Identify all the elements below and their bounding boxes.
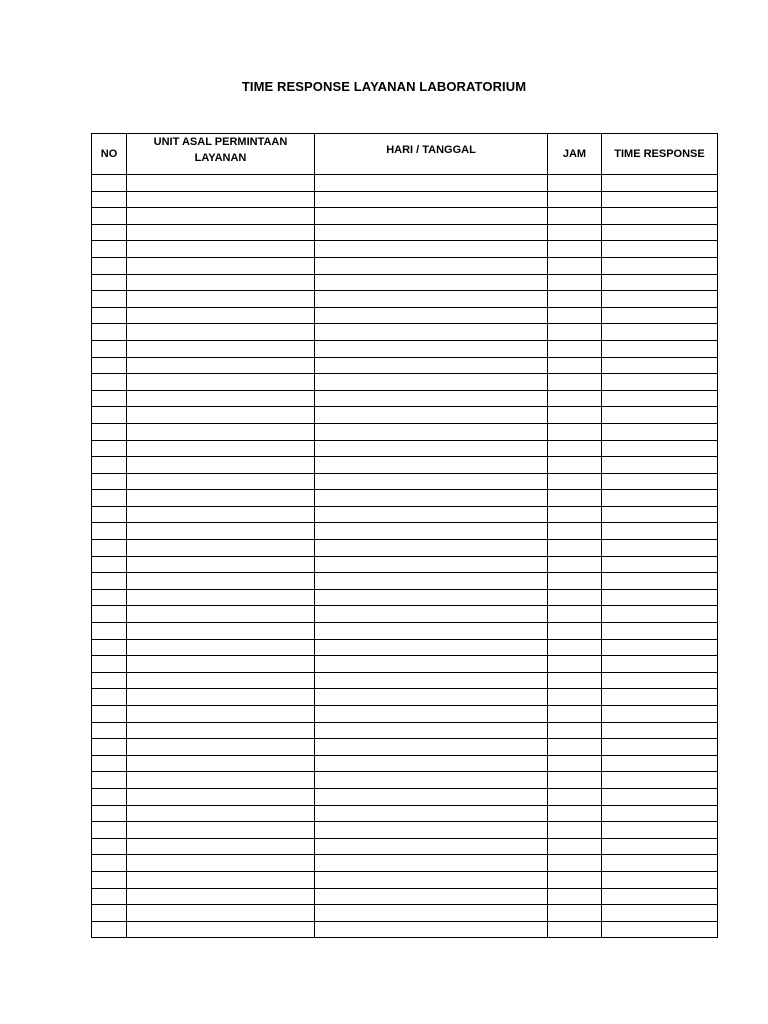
cell-no (92, 656, 127, 673)
cell-unit-asal (127, 905, 315, 922)
cell-no (92, 822, 127, 839)
table-row (92, 623, 718, 640)
time-response-table (91, 133, 718, 938)
cell-jam (548, 921, 602, 938)
table-row (92, 540, 718, 557)
cell-no (92, 772, 127, 789)
cell-no (92, 440, 127, 457)
cell-unit-asal (127, 175, 315, 192)
table-row (92, 440, 718, 457)
table-row (92, 208, 718, 225)
table-header-row (92, 134, 718, 175)
cell-no (92, 589, 127, 606)
cell-hari-tanggal (315, 374, 548, 391)
cell-hari-tanggal (315, 656, 548, 673)
cell-jam (548, 324, 602, 341)
cell-jam (548, 689, 602, 706)
cell-no (92, 905, 127, 922)
cell-no (92, 739, 127, 756)
cell-no (92, 473, 127, 490)
cell-time-response (602, 672, 718, 689)
cell-jam (548, 656, 602, 673)
cell-jam (548, 490, 602, 507)
table-row (92, 291, 718, 308)
cell-hari-tanggal (315, 175, 548, 192)
cell-no (92, 689, 127, 706)
cell-no (92, 291, 127, 308)
cell-hari-tanggal (315, 606, 548, 623)
cell-jam (548, 788, 602, 805)
cell-unit-asal (127, 390, 315, 407)
cell-hari-tanggal (315, 755, 548, 772)
cell-hari-tanggal (315, 772, 548, 789)
table-row (92, 855, 718, 872)
cell-hari-tanggal (315, 639, 548, 656)
table-row (92, 888, 718, 905)
cell-unit-asal (127, 340, 315, 357)
cell-jam (548, 208, 602, 225)
cell-no (92, 838, 127, 855)
cell-unit-asal (127, 523, 315, 540)
cell-hari-tanggal (315, 257, 548, 274)
table-row (92, 490, 718, 507)
table-row (92, 556, 718, 573)
cell-jam (548, 473, 602, 490)
cell-time-response (602, 324, 718, 341)
header-unit-asal (127, 134, 315, 175)
cell-hari-tanggal (315, 706, 548, 723)
cell-unit-asal (127, 739, 315, 756)
cell-no (92, 888, 127, 905)
cell-jam (548, 241, 602, 258)
cell-hari-tanggal (315, 855, 548, 872)
table-row (92, 822, 718, 839)
cell-jam (548, 623, 602, 640)
cell-hari-tanggal (315, 739, 548, 756)
cell-jam (548, 855, 602, 872)
cell-hari-tanggal (315, 440, 548, 457)
cell-time-response (602, 457, 718, 474)
cell-no (92, 274, 127, 291)
cell-hari-tanggal (315, 208, 548, 225)
cell-jam (548, 457, 602, 474)
cell-jam (548, 390, 602, 407)
cell-no (92, 191, 127, 208)
cell-unit-asal (127, 224, 315, 241)
cell-time-response (602, 573, 718, 590)
cell-jam (548, 556, 602, 573)
cell-jam (548, 739, 602, 756)
cell-unit-asal (127, 257, 315, 274)
table-body (92, 175, 718, 938)
cell-unit-asal (127, 755, 315, 772)
cell-unit-asal (127, 556, 315, 573)
cell-unit-asal (127, 440, 315, 457)
cell-time-response (602, 822, 718, 839)
cell-unit-asal (127, 407, 315, 424)
cell-jam (548, 573, 602, 590)
cell-time-response (602, 307, 718, 324)
cell-time-response (602, 639, 718, 656)
cell-no (92, 623, 127, 640)
cell-hari-tanggal (315, 722, 548, 739)
cell-jam (548, 822, 602, 839)
cell-unit-asal (127, 191, 315, 208)
table-row (92, 390, 718, 407)
cell-time-response (602, 191, 718, 208)
table-row (92, 838, 718, 855)
cell-no (92, 257, 127, 274)
header-unit-line1: UNIT ASAL PERMINTAAN (153, 136, 288, 148)
table-row (92, 706, 718, 723)
cell-time-response (602, 838, 718, 855)
cell-jam (548, 672, 602, 689)
cell-hari-tanggal (315, 689, 548, 706)
cell-time-response (602, 490, 718, 507)
cell-time-response (602, 224, 718, 241)
cell-time-response (602, 589, 718, 606)
cell-time-response (602, 772, 718, 789)
cell-no (92, 672, 127, 689)
cell-time-response (602, 905, 718, 922)
cell-hari-tanggal (315, 540, 548, 557)
cell-jam (548, 291, 602, 308)
cell-hari-tanggal (315, 788, 548, 805)
cell-hari-tanggal (315, 838, 548, 855)
table-row (92, 772, 718, 789)
cell-no (92, 706, 127, 723)
cell-hari-tanggal (315, 473, 548, 490)
cell-unit-asal (127, 722, 315, 739)
cell-jam (548, 805, 602, 822)
table-row (92, 407, 718, 424)
cell-jam (548, 506, 602, 523)
cell-no (92, 523, 127, 540)
cell-time-response (602, 540, 718, 557)
cell-time-response (602, 423, 718, 440)
cell-hari-tanggal (315, 623, 548, 640)
cell-hari-tanggal (315, 423, 548, 440)
cell-jam (548, 540, 602, 557)
cell-unit-asal (127, 589, 315, 606)
cell-time-response (602, 506, 718, 523)
cell-time-response (602, 623, 718, 640)
document-title: TIME RESPONSE LAYANAN LABORATORIUM (241, 79, 527, 94)
cell-hari-tanggal (315, 805, 548, 822)
cell-unit-asal (127, 606, 315, 623)
cell-time-response (602, 241, 718, 258)
cell-hari-tanggal (315, 556, 548, 573)
table-row (92, 656, 718, 673)
cell-unit-asal (127, 855, 315, 872)
cell-unit-asal (127, 457, 315, 474)
cell-no (92, 506, 127, 523)
cell-unit-asal (127, 307, 315, 324)
cell-time-response (602, 556, 718, 573)
cell-unit-asal (127, 540, 315, 557)
cell-unit-asal (127, 656, 315, 673)
cell-unit-asal (127, 623, 315, 640)
cell-time-response (602, 340, 718, 357)
cell-no (92, 606, 127, 623)
cell-jam (548, 257, 602, 274)
table-row (92, 606, 718, 623)
cell-hari-tanggal (315, 324, 548, 341)
cell-time-response (602, 257, 718, 274)
cell-no (92, 423, 127, 440)
cell-time-response (602, 390, 718, 407)
cell-no (92, 407, 127, 424)
cell-no (92, 457, 127, 474)
table-row (92, 805, 718, 822)
table-row (92, 672, 718, 689)
cell-no (92, 490, 127, 507)
cell-jam (548, 440, 602, 457)
cell-no (92, 755, 127, 772)
cell-no (92, 805, 127, 822)
cell-no (92, 340, 127, 357)
cell-jam (548, 340, 602, 357)
cell-no (92, 788, 127, 805)
cell-no (92, 556, 127, 573)
cell-jam (548, 755, 602, 772)
cell-jam (548, 589, 602, 606)
cell-jam (548, 523, 602, 540)
table-row (92, 788, 718, 805)
cell-hari-tanggal (315, 905, 548, 922)
cell-hari-tanggal (315, 291, 548, 308)
table-row (92, 374, 718, 391)
cell-time-response (602, 606, 718, 623)
cell-time-response (602, 706, 718, 723)
header-unit-line2: LAYANAN (194, 152, 247, 164)
table-row (92, 921, 718, 938)
cell-jam (548, 274, 602, 291)
cell-no (92, 374, 127, 391)
cell-no (92, 540, 127, 557)
cell-jam (548, 871, 602, 888)
cell-time-response (602, 440, 718, 457)
header-jam: JAM (548, 134, 602, 175)
table-row (92, 274, 718, 291)
cell-jam (548, 374, 602, 391)
cell-unit-asal (127, 639, 315, 656)
table-row (92, 175, 718, 192)
cell-hari-tanggal (315, 506, 548, 523)
cell-hari-tanggal (315, 407, 548, 424)
table-row (92, 423, 718, 440)
cell-hari-tanggal (315, 457, 548, 474)
cell-unit-asal (127, 672, 315, 689)
cell-hari-tanggal (315, 340, 548, 357)
table-row (92, 257, 718, 274)
cell-time-response (602, 722, 718, 739)
cell-hari-tanggal (315, 672, 548, 689)
table-row (92, 639, 718, 656)
cell-time-response (602, 739, 718, 756)
cell-unit-asal (127, 772, 315, 789)
cell-hari-tanggal (315, 822, 548, 839)
cell-jam (548, 838, 602, 855)
table-row (92, 722, 718, 739)
cell-no (92, 307, 127, 324)
cell-no (92, 241, 127, 258)
table-row (92, 473, 718, 490)
cell-time-response (602, 175, 718, 192)
table-row (92, 871, 718, 888)
cell-time-response (602, 274, 718, 291)
cell-unit-asal (127, 357, 315, 374)
cell-jam (548, 722, 602, 739)
cell-unit-asal (127, 888, 315, 905)
table-row (92, 324, 718, 341)
cell-time-response (602, 473, 718, 490)
cell-jam (548, 606, 602, 623)
cell-no (92, 390, 127, 407)
cell-unit-asal (127, 423, 315, 440)
cell-time-response (602, 523, 718, 540)
cell-jam (548, 307, 602, 324)
cell-jam (548, 905, 602, 922)
table-row (92, 357, 718, 374)
cell-no (92, 855, 127, 872)
table-row (92, 307, 718, 324)
cell-unit-asal (127, 788, 315, 805)
table-row (92, 523, 718, 540)
cell-unit-asal (127, 689, 315, 706)
cell-hari-tanggal (315, 241, 548, 258)
cell-jam (548, 175, 602, 192)
cell-time-response (602, 888, 718, 905)
cell-time-response (602, 374, 718, 391)
cell-jam (548, 423, 602, 440)
cell-unit-asal (127, 921, 315, 938)
cell-time-response (602, 291, 718, 308)
cell-jam (548, 357, 602, 374)
cell-no (92, 175, 127, 192)
table-row (92, 506, 718, 523)
cell-unit-asal (127, 871, 315, 888)
cell-jam (548, 407, 602, 424)
cell-jam (548, 772, 602, 789)
cell-time-response (602, 656, 718, 673)
cell-jam (548, 639, 602, 656)
table-row (92, 457, 718, 474)
cell-hari-tanggal (315, 357, 548, 374)
cell-no (92, 871, 127, 888)
cell-hari-tanggal (315, 921, 548, 938)
cell-no (92, 573, 127, 590)
table-row (92, 905, 718, 922)
cell-hari-tanggal (315, 888, 548, 905)
cell-no (92, 224, 127, 241)
cell-jam (548, 706, 602, 723)
cell-hari-tanggal (315, 573, 548, 590)
cell-unit-asal (127, 324, 315, 341)
cell-no (92, 722, 127, 739)
table-row (92, 689, 718, 706)
cell-unit-asal (127, 706, 315, 723)
header-no: NO (92, 134, 127, 175)
cell-time-response (602, 689, 718, 706)
cell-time-response (602, 921, 718, 938)
cell-hari-tanggal (315, 589, 548, 606)
table-row (92, 739, 718, 756)
cell-time-response (602, 855, 718, 872)
cell-unit-asal (127, 473, 315, 490)
cell-time-response (602, 871, 718, 888)
cell-no (92, 357, 127, 374)
cell-jam (548, 224, 602, 241)
cell-hari-tanggal (315, 224, 548, 241)
cell-no (92, 208, 127, 225)
table-row (92, 573, 718, 590)
header-hari-tanggal: HARI / TANGGAL (315, 134, 548, 175)
cell-unit-asal (127, 573, 315, 590)
cell-time-response (602, 755, 718, 772)
cell-unit-asal (127, 291, 315, 308)
cell-time-response (602, 805, 718, 822)
cell-jam (548, 888, 602, 905)
cell-hari-tanggal (315, 274, 548, 291)
table-row (92, 241, 718, 258)
cell-time-response (602, 357, 718, 374)
cell-no (92, 921, 127, 938)
table-row (92, 755, 718, 772)
cell-time-response (602, 208, 718, 225)
cell-no (92, 639, 127, 656)
cell-unit-asal (127, 490, 315, 507)
cell-hari-tanggal (315, 490, 548, 507)
header-time-response: TIME RESPONSE (602, 134, 718, 175)
table-row (92, 589, 718, 606)
cell-hari-tanggal (315, 307, 548, 324)
cell-no (92, 324, 127, 341)
table-row (92, 340, 718, 357)
cell-unit-asal (127, 208, 315, 225)
cell-jam (548, 191, 602, 208)
cell-time-response (602, 788, 718, 805)
cell-unit-asal (127, 274, 315, 291)
cell-unit-asal (127, 506, 315, 523)
cell-unit-asal (127, 241, 315, 258)
cell-unit-asal (127, 374, 315, 391)
table-row (92, 224, 718, 241)
cell-unit-asal (127, 822, 315, 839)
cell-hari-tanggal (315, 191, 548, 208)
table-row (92, 191, 718, 208)
cell-hari-tanggal (315, 523, 548, 540)
cell-unit-asal (127, 838, 315, 855)
cell-hari-tanggal (315, 871, 548, 888)
cell-hari-tanggal (315, 390, 548, 407)
cell-unit-asal (127, 805, 315, 822)
cell-time-response (602, 407, 718, 424)
